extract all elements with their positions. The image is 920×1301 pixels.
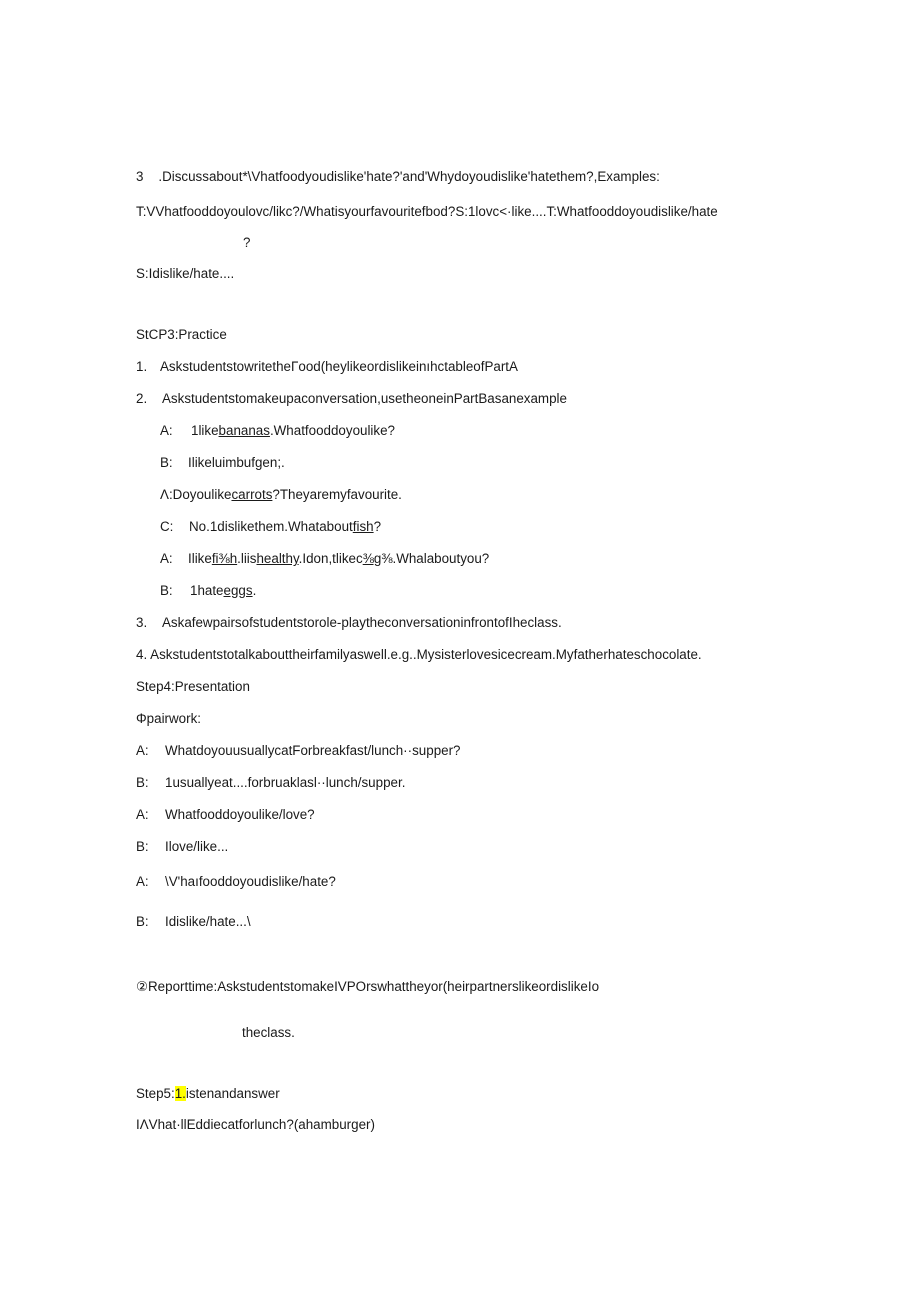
item-number: 3 [136,169,144,184]
dialogue-text: No.1dislikethem.Whatabout [189,519,353,534]
item-number: 1. [136,359,148,374]
dialogue-text: .Whatfooddoyoulike? [269,423,395,438]
dialogue-text: WhatdoyouusuallycatForbreakfast/lunch··supper? [165,743,461,758]
dialogue-line [136,913,251,931]
discuss-text: .Discussabout*\Vhatfoodyoudislike'hate?'and'Whydoyoudislike'hatethem?,Examples: [158,169,660,184]
dialogue-text: ?Theyaremyfavourite. [272,487,402,502]
step5-text: istenandanswer [185,1086,280,1101]
practice-item-2 [136,390,567,408]
underlined-word: eggs [223,583,253,598]
dialogue-line [160,486,402,504]
example-line-student: S:Idislike/hate.... [136,266,235,281]
dialogue-text: Whatfooddoyoulike/love? [165,807,315,822]
dialogue-text: ? [373,519,382,534]
dialogue-line [160,550,489,568]
dialogue-line [136,806,315,824]
dialogue-line [160,518,381,536]
dialogue-line [136,873,336,891]
dialogue-text: Ilike [188,551,212,566]
highlighted-text: 1. [174,1086,186,1101]
underlined-word: fi⅜h [211,551,238,566]
speaker-label: A: [136,807,149,822]
underlined-word: fish [352,519,374,534]
step5-label: Step5: [136,1086,175,1101]
speaker-label: B: [160,455,173,470]
dialogue-text: Idislike/hate...\ [165,914,251,929]
dialogue-line [160,422,395,440]
item-text: AskstudentstowritetheΓood(heylikeordislikeinıhctableofPartA [160,359,518,374]
speaker-label: B: [160,583,173,598]
dialogue-text: .liis [237,551,257,566]
listen-question: IΛVhat·llEddiecatforlunch?(ahamburger) [136,1117,375,1132]
step3-heading: StCP3:Practice [136,327,227,342]
speaker-label: A: [160,423,173,438]
dialogue-text: Ilove/like... [165,839,229,854]
dialogue-line [160,454,285,472]
item-number: 3. [136,615,148,630]
dialogue-text: Λ:Doyoulike [160,487,232,502]
item-text: Askstudentstomakeupaconversation,usetheoneinPartBasanexample [162,391,567,406]
dialogue-text: 1like [191,423,219,438]
speaker-label: C: [160,519,174,534]
speaker-label: A: [160,551,173,566]
example-line-teacher: T:VVhatfooddoyoulovc/likc?/Whatisyourfavouritefbod?S:1lovc<·like....T:Whatfooddoyoudislike/hate [136,204,718,219]
report-time-continuation: theclass. [242,1025,295,1040]
practice-item-3 [136,614,562,632]
practice-item-4: 4. Askstudentstotalkabouttheirfamilyaswell.e.g..Mysisterlovesicecream.Myfatherhateschocolate. [136,647,702,662]
underlined-word: carrots [231,487,273,502]
speaker-label: A: [136,874,149,889]
speaker-label: B: [136,839,149,854]
dialogue-text: 1usuallyeat....forbruaklasl··lunch/supper. [165,775,406,790]
item-number: 2. [136,391,148,406]
dialogue-line [136,774,405,792]
practice-item-1 [136,358,518,376]
dialogue-text: ⅜.Whalaboutyou? [381,551,490,566]
pairwork-heading: Φpairwork: [136,711,202,726]
dialogue-line [136,742,461,760]
underlined-word: healthy [256,551,299,566]
dialogue-text: 1hate [190,583,224,598]
item-text: Askafewpairsofstudentstorole-playtheconversationinfrontofIheclass. [162,615,562,630]
underlined-word: ⅜g [362,551,382,566]
dialogue-line [160,582,256,600]
step4-heading: Step4:Presentation [136,679,250,694]
dialogue-text: .Idon,tlikec [298,551,363,566]
example-line-question-mark: ? [243,235,251,250]
underlined-word: bananas [218,423,270,438]
dialogue-text: . [252,583,257,598]
dialogue-text: Ilikeluimbufgen;. [188,455,285,470]
report-time-line: ②Reporttime:AskstudentstomakeIVPOrswhattheyor(heirpartnerslikeordislikeIo [136,979,600,994]
speaker-label: B: [136,775,149,790]
step5-heading [136,1085,280,1103]
speaker-label: B: [136,914,149,929]
dialogue-text: \V'haıfooddoyoudislike/hate? [165,874,336,889]
dialogue-line [136,838,228,856]
speaker-label: A: [136,743,149,758]
discuss-line [136,168,660,186]
